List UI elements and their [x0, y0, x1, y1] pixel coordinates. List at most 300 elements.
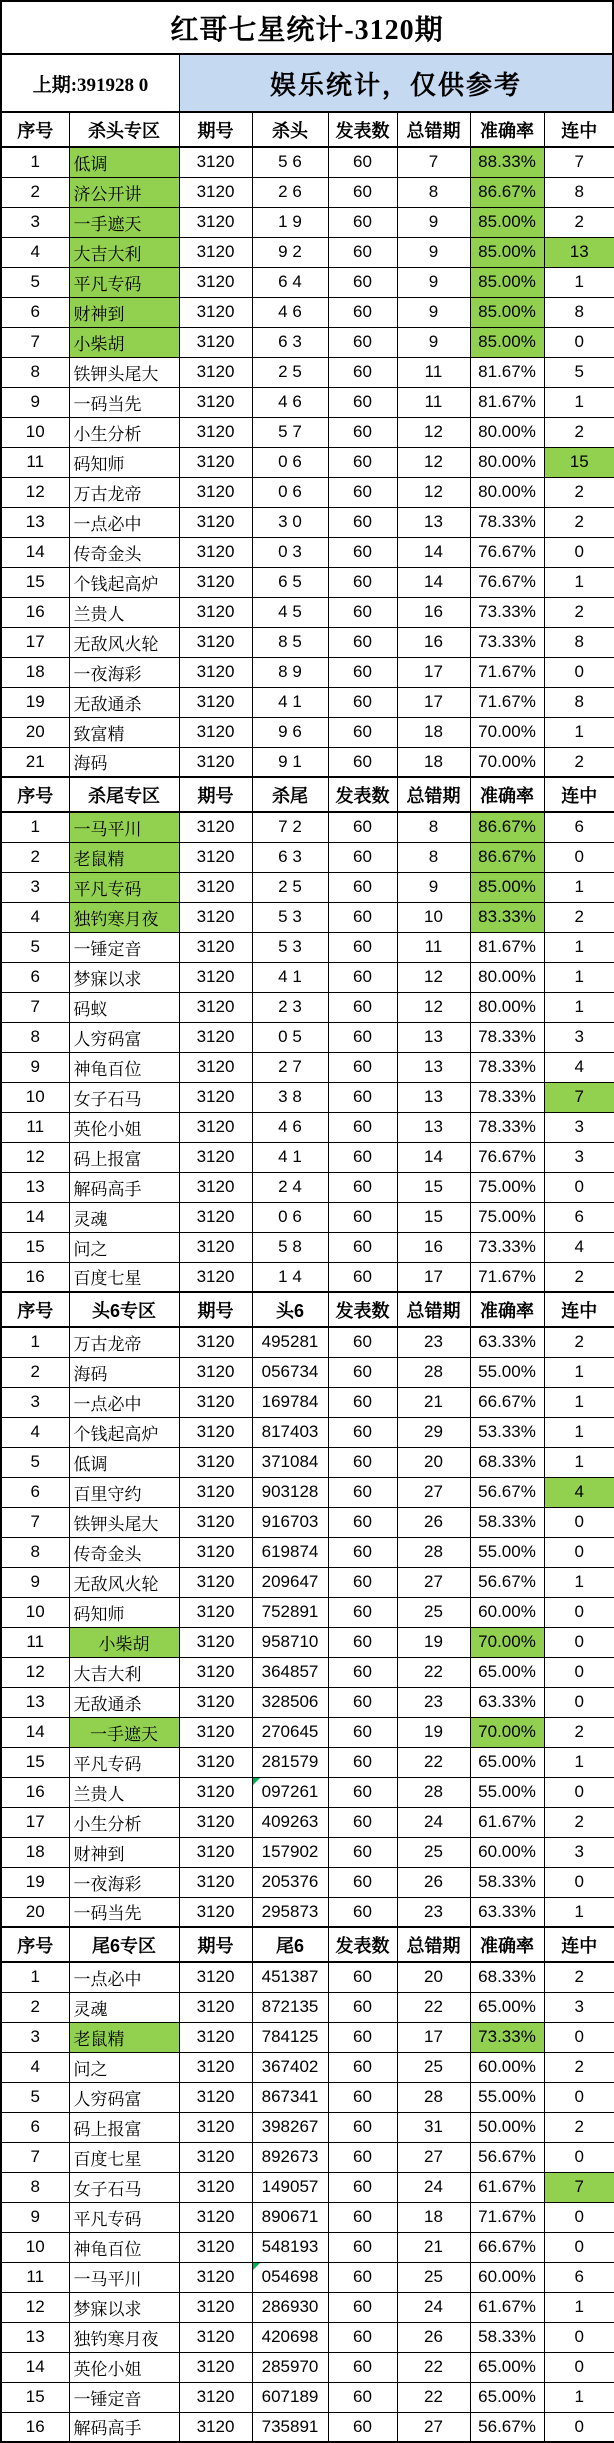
- row-index-cell: 15: [1, 2382, 69, 2412]
- streak-cell: 1: [544, 1897, 614, 1927]
- row-index-cell: 4: [1, 2052, 69, 2082]
- value-cell: 4 5: [252, 597, 328, 627]
- table-row: [1, 1387, 614, 1417]
- issue-cell: 3120: [179, 1597, 252, 1627]
- notice-text: 娱乐统计，仅供参考: [180, 55, 612, 111]
- total-errors-cell: 12: [397, 992, 470, 1022]
- zone-name-cell: 问之: [69, 1232, 179, 1262]
- zone-name-cell: 一锤定音: [69, 2382, 179, 2412]
- row-index-cell: 7: [1, 2142, 69, 2172]
- total-errors-cell: 13: [397, 1022, 470, 1052]
- table-row: [1, 2202, 614, 2232]
- value-cell: 8 9: [252, 657, 328, 687]
- streak-cell: 2: [544, 477, 614, 507]
- zone-name-cell: 一码当先: [69, 387, 179, 417]
- total-errors-cell: 23: [397, 1897, 470, 1927]
- total-errors-cell: 13: [397, 507, 470, 537]
- zone-name-cell: 个钱起高炉: [69, 567, 179, 597]
- row-index-cell: 11: [1, 1112, 69, 1142]
- table-row: [1, 1327, 614, 1357]
- total-errors-cell: 8: [397, 812, 470, 842]
- accuracy-cell: 71.67%: [470, 657, 544, 687]
- row-index-cell: 7: [1, 327, 69, 357]
- row-index-cell: 5: [1, 932, 69, 962]
- total-errors-cell: 8: [397, 842, 470, 872]
- total-errors-cell: 11: [397, 387, 470, 417]
- zone-name-cell: 万古龙帝: [69, 1327, 179, 1357]
- value-cell: 285970: [252, 2352, 328, 2382]
- total-errors-cell: 26: [397, 1867, 470, 1897]
- streak-cell: 1: [544, 1747, 614, 1777]
- accuracy-cell: 55.00%: [470, 2082, 544, 2112]
- accuracy-cell: 70.00%: [470, 1717, 544, 1747]
- row-index-cell: 17: [1, 627, 69, 657]
- accuracy-cell: 86.67%: [470, 842, 544, 872]
- accuracy-cell: 75.00%: [470, 1172, 544, 1202]
- row-index-cell: 18: [1, 657, 69, 687]
- zone-name-cell: 财神到: [69, 297, 179, 327]
- issue-cell: 3120: [179, 1052, 252, 1082]
- issue-cell: 3120: [179, 447, 252, 477]
- published-count-cell: 60: [328, 1112, 397, 1142]
- column-header-cell: 发表数: [328, 777, 397, 812]
- issue-cell: 3120: [179, 1807, 252, 1837]
- streak-cell: 1: [544, 267, 614, 297]
- published-count-cell: 60: [328, 447, 397, 477]
- total-errors-cell: 27: [397, 1567, 470, 1597]
- zone-name-cell: 无敌风火轮: [69, 627, 179, 657]
- streak-cell: 1: [544, 2292, 614, 2322]
- value-cell: 054698: [252, 2262, 328, 2292]
- accuracy-cell: 53.33%: [470, 1417, 544, 1447]
- issue-cell: 3120: [179, 962, 252, 992]
- value-cell: 9 6: [252, 717, 328, 747]
- column-header-cell: 期号: [179, 1292, 252, 1327]
- table-row: [1, 1142, 614, 1172]
- streak-cell: 0: [544, 327, 614, 357]
- table-row: [1, 177, 614, 207]
- zone-name-cell: 铁钾头尾大: [69, 357, 179, 387]
- accuracy-cell: 58.33%: [470, 1507, 544, 1537]
- zone-name-cell: 一点必中: [69, 1387, 179, 1417]
- published-count-cell: 60: [328, 2412, 397, 2442]
- issue-cell: 3120: [179, 417, 252, 447]
- issue-cell: 3120: [179, 1537, 252, 1567]
- column-header-cell: 准确率: [470, 777, 544, 812]
- section-header-row: [1, 1927, 614, 1962]
- column-header-cell: 连中: [544, 1927, 614, 1962]
- table-row: [1, 747, 614, 777]
- value-cell: 295873: [252, 1897, 328, 1927]
- row-index-cell: 3: [1, 207, 69, 237]
- accuracy-cell: 68.33%: [470, 1962, 544, 1992]
- value-cell: 409263: [252, 1807, 328, 1837]
- streak-cell: 1: [544, 717, 614, 747]
- row-index-cell: 9: [1, 387, 69, 417]
- value-cell: 7 2: [252, 812, 328, 842]
- streak-cell: 3: [544, 1837, 614, 1867]
- zone-name-cell: 一夜海彩: [69, 657, 179, 687]
- zone-name-cell: 百里守约: [69, 1477, 179, 1507]
- table-row: [1, 1507, 614, 1537]
- accuracy-cell: 86.67%: [470, 177, 544, 207]
- total-errors-cell: 8: [397, 177, 470, 207]
- total-errors-cell: 21: [397, 2232, 470, 2262]
- published-count-cell: 60: [328, 1867, 397, 1897]
- table-row: [1, 2292, 614, 2322]
- published-count-cell: 60: [328, 2352, 397, 2382]
- accuracy-cell: 55.00%: [470, 1537, 544, 1567]
- accuracy-cell: 60.00%: [470, 2052, 544, 2082]
- value-cell: 149057: [252, 2172, 328, 2202]
- accuracy-cell: 71.67%: [470, 1262, 544, 1292]
- streak-cell: 4: [544, 1052, 614, 1082]
- issue-cell: 3120: [179, 2172, 252, 2202]
- table-row: [1, 1232, 614, 1262]
- published-count-cell: 60: [328, 1717, 397, 1747]
- accuracy-cell: 80.00%: [470, 417, 544, 447]
- issue-cell: 3120: [179, 1657, 252, 1687]
- table-row: [1, 2322, 614, 2352]
- total-errors-cell: 19: [397, 1717, 470, 1747]
- accuracy-cell: 71.67%: [470, 2202, 544, 2232]
- row-index-cell: 16: [1, 1777, 69, 1807]
- accuracy-cell: 81.67%: [470, 387, 544, 417]
- total-errors-cell: 12: [397, 447, 470, 477]
- accuracy-cell: 65.00%: [470, 2352, 544, 2382]
- table-row: [1, 1112, 614, 1142]
- issue-cell: 3120: [179, 1717, 252, 1747]
- table-row: [1, 267, 614, 297]
- published-count-cell: 60: [328, 1992, 397, 2022]
- table-row: [1, 1052, 614, 1082]
- value-cell: 0 5: [252, 1022, 328, 1052]
- published-count-cell: 60: [328, 2022, 397, 2052]
- issue-cell: 3120: [179, 1477, 252, 1507]
- issue-cell: 3120: [179, 537, 252, 567]
- published-count-cell: 60: [328, 812, 397, 842]
- zone-name-cell: 一马平川: [69, 2262, 179, 2292]
- accuracy-cell: 73.33%: [470, 2022, 544, 2052]
- accuracy-cell: 88.33%: [470, 147, 544, 177]
- accuracy-cell: 85.00%: [470, 297, 544, 327]
- total-errors-cell: 24: [397, 2292, 470, 2322]
- value-cell: 364857: [252, 1657, 328, 1687]
- streak-cell: 1: [544, 1567, 614, 1597]
- total-errors-cell: 14: [397, 1142, 470, 1172]
- table-row: [1, 2382, 614, 2412]
- published-count-cell: 60: [328, 1897, 397, 1927]
- issue-cell: 3120: [179, 327, 252, 357]
- value-cell: 209647: [252, 1567, 328, 1597]
- table-row: [1, 902, 614, 932]
- accuracy-cell: 71.67%: [470, 687, 544, 717]
- zone-name-cell: 一点必中: [69, 507, 179, 537]
- zone-name-cell: 海码: [69, 747, 179, 777]
- accuracy-cell: 85.00%: [470, 327, 544, 357]
- info-bar: [0, 55, 614, 111]
- stats-table: [0, 111, 614, 2443]
- total-errors-cell: 28: [397, 2082, 470, 2112]
- total-errors-cell: 17: [397, 687, 470, 717]
- zone-name-cell: 灵魂: [69, 1992, 179, 2022]
- issue-cell: 3120: [179, 1687, 252, 1717]
- published-count-cell: 60: [328, 1387, 397, 1417]
- row-index-cell: 20: [1, 717, 69, 747]
- row-index-cell: 1: [1, 1327, 69, 1357]
- table-row: [1, 932, 614, 962]
- published-count-cell: 60: [328, 387, 397, 417]
- table-row: [1, 1567, 614, 1597]
- issue-cell: 3120: [179, 477, 252, 507]
- published-count-cell: 60: [328, 327, 397, 357]
- streak-cell: 2: [544, 207, 614, 237]
- table-row: [1, 2412, 614, 2442]
- accuracy-cell: 66.67%: [470, 2232, 544, 2262]
- row-index-cell: 9: [1, 1567, 69, 1597]
- value-cell: 958710: [252, 1627, 328, 1657]
- value-cell: 4 6: [252, 1112, 328, 1142]
- total-errors-cell: 27: [397, 2412, 470, 2442]
- streak-cell: 0: [544, 842, 614, 872]
- column-header-cell: 发表数: [328, 1927, 397, 1962]
- streak-cell: 0: [544, 1507, 614, 1537]
- issue-cell: 3120: [179, 1447, 252, 1477]
- accuracy-cell: 61.67%: [470, 1807, 544, 1837]
- published-count-cell: 60: [328, 357, 397, 387]
- table-row: [1, 1417, 614, 1447]
- published-count-cell: 60: [328, 1477, 397, 1507]
- table-row: [1, 1172, 614, 1202]
- section-header-row: [1, 777, 614, 812]
- zone-name-cell: 致富精: [69, 717, 179, 747]
- published-count-cell: 60: [328, 2232, 397, 2262]
- zone-name-cell: 问之: [69, 2052, 179, 2082]
- published-count-cell: 60: [328, 1082, 397, 1112]
- streak-cell: 0: [544, 1597, 614, 1627]
- zone-name-cell: 女子石马: [69, 1082, 179, 1112]
- total-errors-cell: 20: [397, 1962, 470, 1992]
- streak-cell: 0: [544, 2322, 614, 2352]
- row-index-cell: 11: [1, 2262, 69, 2292]
- published-count-cell: 60: [328, 2262, 397, 2292]
- issue-cell: 3120: [179, 1142, 252, 1172]
- published-count-cell: 60: [328, 2082, 397, 2112]
- table-row: [1, 1082, 614, 1112]
- column-header-cell: 序号: [1, 1927, 69, 1962]
- column-header-cell: 准确率: [470, 1927, 544, 1962]
- total-errors-cell: 19: [397, 1627, 470, 1657]
- value-cell: 817403: [252, 1417, 328, 1447]
- issue-cell: 3120: [179, 1777, 252, 1807]
- table-row: [1, 447, 614, 477]
- total-errors-cell: 14: [397, 567, 470, 597]
- total-errors-cell: 26: [397, 2322, 470, 2352]
- row-index-cell: 12: [1, 477, 69, 507]
- table-row: [1, 717, 614, 747]
- row-index-cell: 8: [1, 1022, 69, 1052]
- issue-cell: 3120: [179, 657, 252, 687]
- zone-name-cell: 人穷码富: [69, 2082, 179, 2112]
- value-cell: 3 8: [252, 1082, 328, 1112]
- row-index-cell: 2: [1, 1357, 69, 1387]
- accuracy-cell: 66.67%: [470, 1387, 544, 1417]
- row-index-cell: 6: [1, 297, 69, 327]
- row-index-cell: 11: [1, 447, 69, 477]
- table-row: [1, 207, 614, 237]
- page-title: 红哥七星统计-3120期: [0, 0, 614, 55]
- row-index-cell: 15: [1, 567, 69, 597]
- column-header-cell: 序号: [1, 1292, 69, 1327]
- value-cell: 451387: [252, 1962, 328, 1992]
- issue-cell: 3120: [179, 1357, 252, 1387]
- issue-cell: 3120: [179, 357, 252, 387]
- zone-name-cell: 传奇金头: [69, 1537, 179, 1567]
- zone-name-cell: 财神到: [69, 1837, 179, 1867]
- accuracy-cell: 81.67%: [470, 357, 544, 387]
- table-row: [1, 992, 614, 1022]
- accuracy-cell: 86.67%: [470, 812, 544, 842]
- table-row: [1, 597, 614, 627]
- zone-name-cell: 海码: [69, 1357, 179, 1387]
- value-cell: 752891: [252, 1597, 328, 1627]
- streak-cell: 0: [544, 1657, 614, 1687]
- published-count-cell: 60: [328, 2172, 397, 2202]
- value-cell: 8 5: [252, 627, 328, 657]
- value-cell: 157902: [252, 1837, 328, 1867]
- streak-cell: 0: [544, 1537, 614, 1567]
- total-errors-cell: 22: [397, 2352, 470, 2382]
- accuracy-cell: 70.00%: [470, 1627, 544, 1657]
- streak-cell: 3: [544, 1142, 614, 1172]
- issue-cell: 3120: [179, 267, 252, 297]
- zone-name-cell: 人穷码富: [69, 1022, 179, 1052]
- column-header-cell: 连中: [544, 1292, 614, 1327]
- row-index-cell: 6: [1, 2112, 69, 2142]
- value-cell: 784125: [252, 2022, 328, 2052]
- accuracy-cell: 80.00%: [470, 477, 544, 507]
- published-count-cell: 60: [328, 872, 397, 902]
- value-cell: 367402: [252, 2052, 328, 2082]
- zone-name-cell: 码上报富: [69, 1142, 179, 1172]
- table-row: [1, 327, 614, 357]
- issue-cell: 3120: [179, 1747, 252, 1777]
- zone-name-cell: 无敌风火轮: [69, 1567, 179, 1597]
- value-cell: 0 6: [252, 447, 328, 477]
- column-header-cell: 准确率: [470, 1292, 544, 1327]
- streak-cell: 8: [544, 687, 614, 717]
- issue-cell: 3120: [179, 2082, 252, 2112]
- total-errors-cell: 12: [397, 417, 470, 447]
- published-count-cell: 60: [328, 237, 397, 267]
- published-count-cell: 60: [328, 1417, 397, 1447]
- streak-cell: 6: [544, 1202, 614, 1232]
- published-count-cell: 60: [328, 627, 397, 657]
- streak-cell: 1: [544, 872, 614, 902]
- value-cell: 607189: [252, 2382, 328, 2412]
- column-header-cell: 发表数: [328, 112, 397, 147]
- issue-cell: 3120: [179, 1022, 252, 1052]
- zone-name-cell: 一点必中: [69, 1962, 179, 1992]
- issue-cell: 3120: [179, 992, 252, 1022]
- column-header-cell: 总错期: [397, 1292, 470, 1327]
- row-index-cell: 7: [1, 1507, 69, 1537]
- accuracy-cell: 70.00%: [470, 717, 544, 747]
- section-header-row: [1, 1292, 614, 1327]
- table-row: [1, 1837, 614, 1867]
- issue-cell: 3120: [179, 1387, 252, 1417]
- published-count-cell: 60: [328, 267, 397, 297]
- accuracy-cell: 60.00%: [470, 2262, 544, 2292]
- value-cell: 5 6: [252, 147, 328, 177]
- value-cell: 398267: [252, 2112, 328, 2142]
- value-cell: 5 3: [252, 932, 328, 962]
- published-count-cell: 60: [328, 1447, 397, 1477]
- issue-cell: 3120: [179, 1567, 252, 1597]
- published-count-cell: 60: [328, 747, 397, 777]
- streak-cell: 0: [544, 1777, 614, 1807]
- total-errors-cell: 18: [397, 747, 470, 777]
- zone-name-cell: 神龟百位: [69, 2232, 179, 2262]
- value-cell: 097261: [252, 1777, 328, 1807]
- row-index-cell: 6: [1, 1477, 69, 1507]
- streak-cell: 1: [544, 1357, 614, 1387]
- row-index-cell: 3: [1, 2022, 69, 2052]
- table-row: [1, 477, 614, 507]
- accuracy-cell: 75.00%: [470, 1202, 544, 1232]
- published-count-cell: 60: [328, 477, 397, 507]
- streak-cell: 2: [544, 1807, 614, 1837]
- table-row: [1, 1897, 614, 1927]
- accuracy-cell: 73.33%: [470, 1232, 544, 1262]
- value-cell: 4 1: [252, 1142, 328, 1172]
- zone-name-cell: 解码高手: [69, 1172, 179, 1202]
- issue-cell: 3120: [179, 687, 252, 717]
- total-errors-cell: 14: [397, 537, 470, 567]
- issue-cell: 3120: [179, 1327, 252, 1357]
- issue-cell: 3120: [179, 842, 252, 872]
- published-count-cell: 60: [328, 207, 397, 237]
- row-index-cell: 10: [1, 2232, 69, 2262]
- published-count-cell: 60: [328, 2202, 397, 2232]
- table-row: [1, 1597, 614, 1627]
- value-cell: 3 0: [252, 507, 328, 537]
- total-errors-cell: 22: [397, 1657, 470, 1687]
- value-cell: 1 4: [252, 1262, 328, 1292]
- zone-name-cell: 一手遮天: [69, 1717, 179, 1747]
- zone-name-cell: 平凡专码: [69, 267, 179, 297]
- accuracy-cell: 65.00%: [470, 1992, 544, 2022]
- row-index-cell: 12: [1, 1657, 69, 1687]
- total-errors-cell: 18: [397, 2202, 470, 2232]
- total-errors-cell: 25: [397, 2052, 470, 2082]
- streak-cell: 0: [544, 1627, 614, 1657]
- value-cell: 371084: [252, 1447, 328, 1477]
- table-row: [1, 1962, 614, 1992]
- published-count-cell: 60: [328, 1507, 397, 1537]
- section-header-row: [1, 112, 614, 147]
- accuracy-cell: 65.00%: [470, 2382, 544, 2412]
- zone-name-cell: 低调: [69, 147, 179, 177]
- value-cell: 2 5: [252, 357, 328, 387]
- total-errors-cell: 15: [397, 1202, 470, 1232]
- table-row: [1, 962, 614, 992]
- total-errors-cell: 23: [397, 1687, 470, 1717]
- published-count-cell: 60: [328, 1327, 397, 1357]
- column-header-cell: 连中: [544, 112, 614, 147]
- accuracy-cell: 85.00%: [470, 872, 544, 902]
- zone-name-cell: 万古龙帝: [69, 477, 179, 507]
